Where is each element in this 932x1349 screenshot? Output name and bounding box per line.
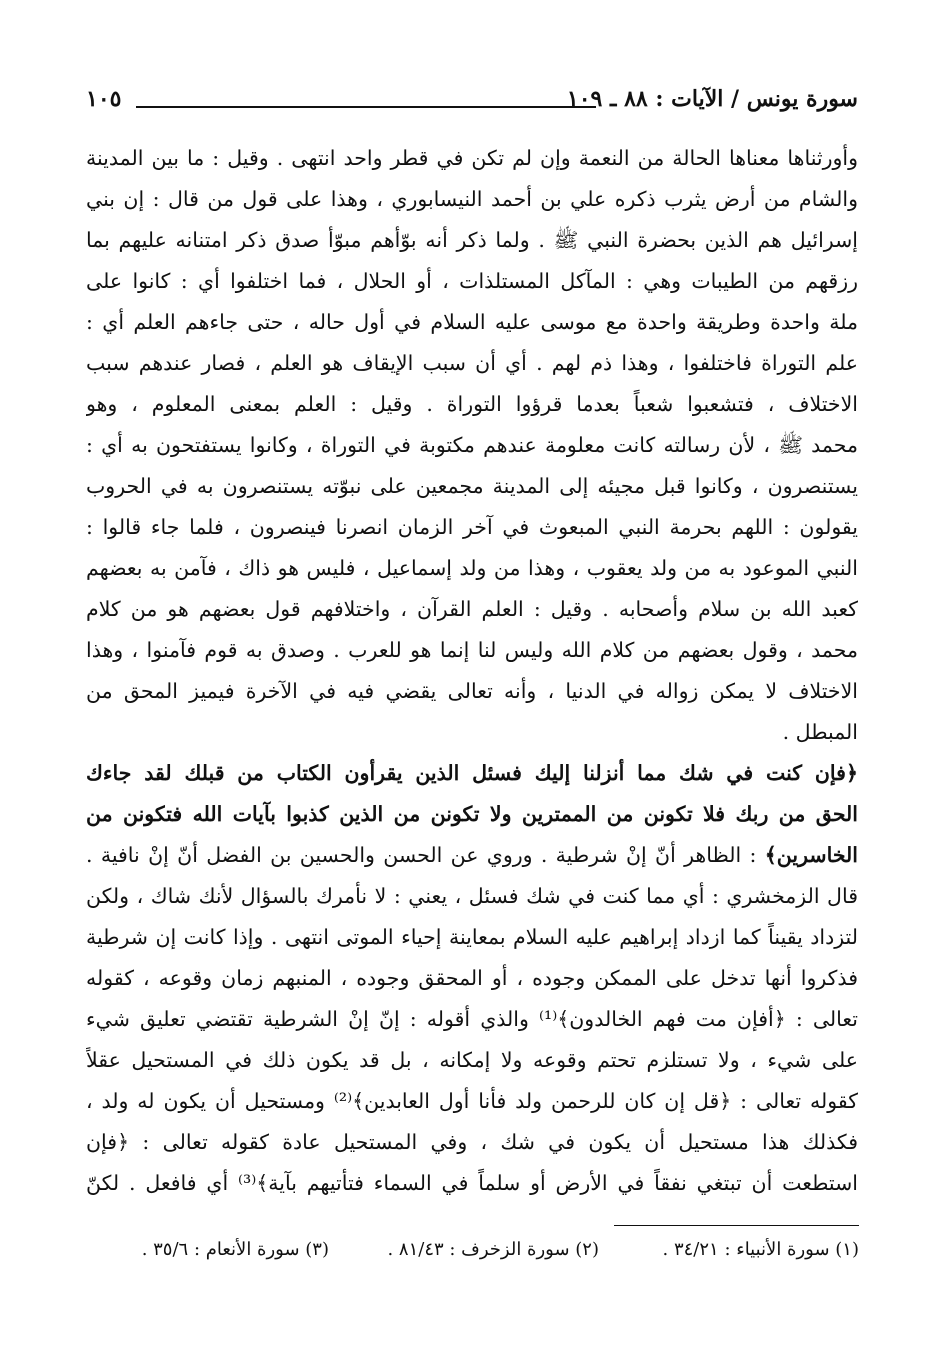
text-line: يستنصرون ، وكانوا قبل مجيئه إلى المدينة مجمعين على نبوّته يستنصرون به في الحروب: [86, 474, 858, 498]
main-text: [86, 138, 858, 1204]
footnote-2: (٢) سورة الزخرف : ٨١/٤٣ .: [387, 1239, 599, 1260]
text-line: المبطل .: [782, 720, 858, 744]
verse-end: الخاسرين﴾: [764, 843, 858, 867]
text-line: إسرائيل هم الذين بحضرة النبي ﷺ . ولما ذكر أنه بوّأهم مبوّأ صدق ذكر امتنانه عليهم بما: [86, 228, 858, 252]
footnotes: [87, 1235, 859, 1265]
footnote-rule: [614, 1225, 859, 1226]
commentary-line: قال الزمخشري : أي مما كنت في شك فسئل ، يعني : لا نأمرك بالسؤال لأنك شاك ، ولكن: [86, 884, 858, 908]
text-line: كعبد الله بن سلام وأصحابه . وقيل : العلم القرآن ، واختلافهم قول بعضهم هو من كلام: [86, 597, 858, 621]
footnote-1: (١) سورة الأنبياء : ٣٤/٢١ .: [662, 1239, 859, 1260]
commentary-line: فذكروا أنها تدخل على الممكن وجوده ، أو المحقق وجوده ، المنبهم زمان وقوعه ، كقوله: [86, 966, 858, 990]
text-line: النبي الموعود به من ولد يعقوب ، وهذا من ولد إسماعيل ، فليس هو ذاك ، فآمن به بعضهم: [86, 556, 858, 580]
text-line: وأورثناها معناها الحالة من النعمة وإن لم تكن في قطر واحد انتهى . وقيل : ما بين المدينة: [86, 146, 858, 170]
commentary-line: تعالى : ﴿أفإن مت فهم الخالدون﴾⁽¹⁾ والذي أقوله : إنّ إنْ الشرطية تقتضي تعليق شيء: [86, 1007, 858, 1031]
text-line: محمد ، وقول بعضهم من كلام الله وليس لنا إنما هو للعرب . وصدق به قوم فآمنوا ، وهذا: [86, 638, 858, 662]
commentary-line: كقوله تعالى : ﴿قل إن كان للرحمن ولد فأنا أول العابدين﴾⁽²⁾ ومستحيل أن يكون له ولد ،: [86, 1089, 858, 1113]
text-line: الاختلاف لا يمكن زواله في الدنيا ، وأنه تعالى يقضي فيه في الآخرة فيميز المحق من: [86, 679, 858, 703]
commentary-line: فكذلك هذا مستحيل أن يكون في شك ، وفي المستحيل عادة كقوله تعالى : ﴿فإن: [86, 1130, 858, 1154]
header-rule: [136, 106, 596, 108]
commentary-line: على شيء ، ولا تستلزم تحتم وقوعه ولا إمكانه ، بل قد يكون ذلك في المستحيل عقلاً: [86, 1048, 858, 1072]
text-line: رزقهم من الطيبات وهي : المآكل المستلذات ، أو الحلال ، فما اختلفوا أي : كانوا على: [86, 269, 858, 293]
text-line: علم التوراة فاختلفوا ، وهذا ذم لهم . أي أن سبب الإيقاف هو العلم ، فصار عندهم سبب: [86, 351, 858, 375]
running-header: [86, 84, 858, 118]
text-line: الاختلاف ، فتشعبوا شعباً بعدما قرؤوا التوراة . وقيل : العلم بمعنى المعلوم ، وهو: [86, 392, 858, 416]
page-number: ١٠٥: [86, 86, 122, 112]
commentary-line: استطعت أن تبتغي نفقاً في الأرض أو سلماً في السماء فتأتيهم بآية﴾⁽³⁾ أي فافعل . لكنّ: [86, 1171, 858, 1195]
header-title: سورة يونس / الآيات : ٨٨ ـ ١٠٩: [566, 86, 858, 112]
verse-line: ﴿فإن كنت في شك مما أنزلنا إليك فسئل الذين يقرأون الكتاب من قبلك لقد جاءك: [86, 761, 858, 785]
verse-end-line: [86, 835, 858, 876]
text-line: ملة واحدة وطريقة واحدة مع موسى عليه السلام في أول حاله ، حتى جاءهم العلم أي :: [86, 310, 858, 334]
text-line: محمد ﷺ ، لأن رسالته كانت معلومة عندهم مكتوبة في التوراة ، وكانوا يستفتحون به أي :: [86, 433, 858, 457]
text-line: والشام من أرض يثرب ذكره علي بن أحمد النيسابوري ، وهذا على قول من قال : إن بني: [86, 187, 858, 211]
verse-line: الحق من ربك فلا تكونن من الممترين ولا تكونن من الذين كذبوا بآيات الله فتكونن من: [86, 802, 858, 826]
footnote-3: (٣) سورة الأنعام : ٣٥/٦ .: [141, 1239, 329, 1260]
text-line: يقولون : اللهم بحرمة النبي المبعوث في آخر الزمان انصرنا فينصرون ، فلما جاء قالوا :: [86, 515, 858, 539]
commentary-line: لتزداد يقيناً كما ازداد إبراهيم عليه السلام بمعاينة إحياء الموتى انتهى . وإذا كانت إن شرطية: [86, 925, 858, 949]
verse-end-comment: : الظاهر أنّ إنْ شرطية . وروي عن الحسن والحسين بن الفضل أنّ إنْ نافية .: [86, 843, 765, 867]
